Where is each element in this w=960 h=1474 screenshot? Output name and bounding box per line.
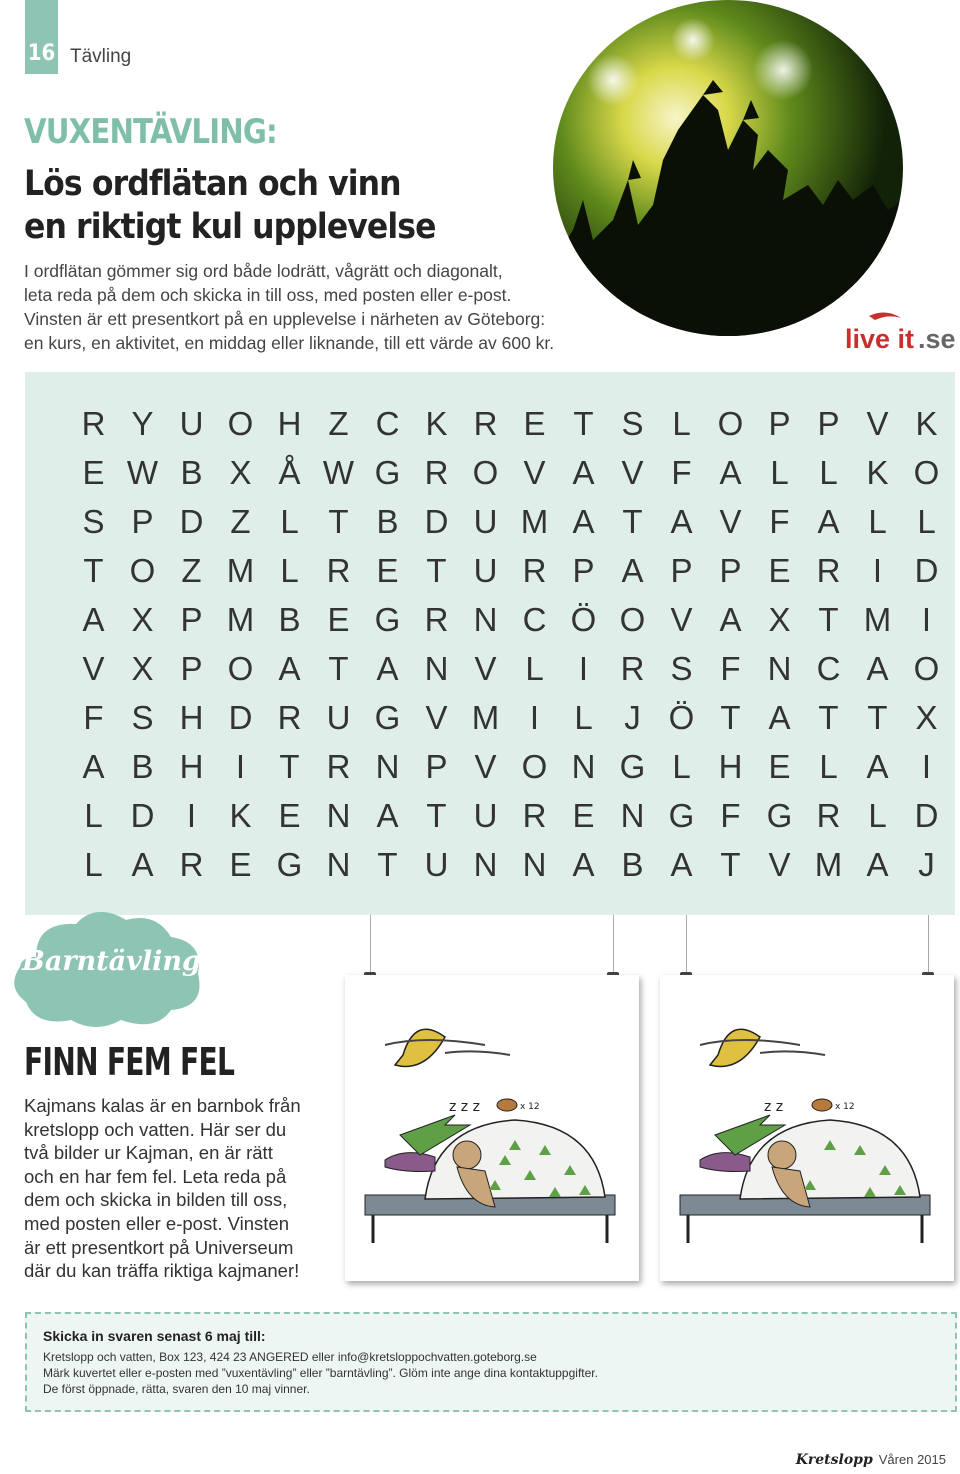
submission-title: Skicka in svaren senast 6 maj till: — [43, 1328, 266, 1344]
grid-letter: P — [131, 503, 154, 540]
intro-line-1: I ordflätan gömmer sig ord både lodrätt, vågrätt och diagonalt, — [24, 261, 503, 281]
logo-suffix: .se — [918, 324, 956, 354]
submission-box — [25, 1312, 957, 1412]
grid-letter: R — [620, 650, 645, 687]
submission-line-2: Märk kuvertet eller e-posten med ”vuxentävling” eller ”barntävling”. Glöm inte ange dina kontaktuppgifter. — [43, 1366, 598, 1380]
grid-letter: A — [376, 797, 399, 834]
grid-letter: I — [529, 699, 540, 736]
grid-letter: S — [131, 699, 154, 736]
grid-letter: R — [424, 454, 449, 491]
grid-letter: G — [766, 797, 793, 834]
footer-issue: Våren 2015 — [878, 1452, 946, 1467]
grid-letter: J — [918, 846, 935, 883]
grid-letter: D — [228, 699, 253, 736]
submission-line-3: De först öppnade, rätta, svaren den 10 maj vinner. — [43, 1382, 310, 1396]
grid-letter: X — [768, 601, 791, 638]
kids-line-8: där du kan träffa riktiga kajmaner! — [24, 1260, 300, 1282]
adult-headline — [24, 163, 584, 249]
grid-letter: R — [522, 552, 547, 589]
grid-letter: J — [624, 699, 641, 736]
kids-line-5: dem och skicka in bilden till oss, — [24, 1189, 288, 1211]
kids-line-1: Kajmans kalas är en barnbok från — [24, 1095, 301, 1116]
grid-letter: M — [226, 601, 255, 638]
grid-letter: L — [84, 797, 103, 834]
grid-letter: R — [522, 797, 547, 834]
grid-letter: A — [572, 454, 595, 491]
grid-letter: R — [81, 405, 106, 442]
grid-letter: S — [670, 650, 693, 687]
hanging-string — [613, 915, 614, 977]
grid-letter: N — [473, 601, 498, 638]
grid-letter: D — [914, 797, 939, 834]
word-search-panel — [25, 372, 955, 915]
grid-letter: F — [720, 650, 741, 687]
grid-letter: L — [868, 503, 887, 540]
poster-label: x 12 — [520, 1102, 540, 1112]
grid-letter: Å — [278, 454, 301, 491]
grid-letter: A — [719, 601, 742, 638]
grid-letter: T — [720, 699, 741, 736]
grid-letter: L — [84, 846, 103, 883]
grid-letter: T — [426, 552, 447, 589]
grid-letter: L — [819, 454, 838, 491]
grid-letter: R — [277, 699, 302, 736]
grid-letter: S — [82, 503, 105, 540]
grid-letter: K — [866, 454, 889, 491]
grid-letter: E — [768, 748, 791, 785]
grid-letter: L — [280, 552, 299, 589]
grid-letter: Z — [181, 552, 202, 589]
section-label: Tävling — [70, 46, 132, 67]
grid-letter: L — [525, 650, 544, 687]
grid-letter: V — [719, 503, 742, 540]
grid-row — [69, 502, 951, 542]
grid-letter: A — [817, 503, 840, 540]
kids-badge-text: Barntävling! — [22, 946, 213, 977]
grid-letter: R — [179, 846, 204, 883]
kids-line-7: är ett presentkort på Universeum — [24, 1236, 294, 1258]
intro-line-4: en kurs, en aktivitet, en middag eller liknande, till ett värde av 600 kr. — [24, 333, 555, 353]
kids-title: FINN FEM FEL — [24, 1040, 235, 1084]
grid-letter: M — [863, 601, 892, 638]
grid-letter: A — [376, 650, 399, 687]
footer-brand: Kretslopp — [795, 1452, 873, 1468]
grid-letter: A — [866, 650, 889, 687]
grid-letter: X — [131, 601, 154, 638]
grid-letter: A — [866, 846, 889, 883]
grid-letter: W — [322, 454, 355, 491]
grid-letter: B — [376, 503, 399, 540]
headline-line-2: en riktigt kul upplevelse — [24, 207, 436, 247]
grid-row — [69, 698, 951, 738]
footer — [796, 1452, 946, 1468]
grid-letter: N — [326, 846, 351, 883]
grid-letter: U — [473, 552, 498, 589]
grid-letter: A — [572, 846, 595, 883]
grid-letter: V — [425, 699, 448, 736]
grid-letter: Z — [328, 405, 349, 442]
grid-letter: U — [424, 846, 449, 883]
grid-letter: L — [819, 748, 838, 785]
kids-line-6: med posten eller e-post. Vinsten — [24, 1212, 289, 1234]
grid-letter: P — [180, 650, 203, 687]
grid-letter: A — [768, 699, 791, 736]
grid-letter: B — [180, 454, 203, 491]
grid-letter: V — [82, 650, 105, 687]
intro-line-3: Vinsten är ett presentkort på en upplevelse i närheten av Göteborg: — [24, 309, 546, 329]
grid-letter: O — [227, 650, 254, 687]
grid-letter: N — [473, 846, 498, 883]
grid-letter: R — [816, 552, 841, 589]
grid-letter: A — [572, 503, 595, 540]
grid-letter: C — [522, 601, 547, 638]
grid-letter: C — [375, 405, 400, 442]
grid-letter: L — [917, 503, 936, 540]
grid-letter: R — [326, 748, 351, 785]
grid-row — [69, 747, 951, 787]
grid-letter: H — [179, 699, 204, 736]
grid-letter: G — [374, 699, 401, 736]
grid-letter: H — [718, 748, 743, 785]
grid-letter: P — [817, 405, 840, 442]
grid-letter: G — [374, 601, 401, 638]
grid-letter: K — [915, 405, 938, 442]
grid-letter: D — [424, 503, 449, 540]
intro-line-2: leta reda på dem och skicka in till oss, med posten eller e-post. — [24, 285, 512, 305]
grid-letter: H — [277, 405, 302, 442]
poster-with-errors — [660, 975, 954, 1281]
poster-label: x 12 — [835, 1102, 855, 1112]
grid-letter: R — [816, 797, 841, 834]
grid-letter: T — [622, 503, 643, 540]
grid-letter: O — [717, 405, 744, 442]
grid-letter: V — [621, 454, 644, 491]
hanging-string — [370, 915, 371, 977]
grid-letter: M — [520, 503, 549, 540]
grid-row — [69, 404, 951, 444]
grid-letter: U — [473, 503, 498, 540]
grid-letter: N — [571, 748, 596, 785]
grid-letter: E — [82, 454, 105, 491]
grid-letter: E — [768, 552, 791, 589]
grid-letter: M — [471, 699, 500, 736]
grid-letter: X — [131, 650, 154, 687]
grid-letter: V — [768, 846, 791, 883]
grid-letter: A — [131, 846, 154, 883]
grid-letter: T — [720, 846, 741, 883]
submission-line-1: Kretslopp och vatten, Box 123, 424 23 ANGERED eller info@kretsloppochvatten.goteborg.se — [43, 1350, 537, 1364]
grid-letter: L — [868, 797, 887, 834]
grid-letter: E — [278, 797, 301, 834]
grid-letter: T — [573, 405, 594, 442]
grid-letter: D — [914, 552, 939, 589]
kids-body — [24, 1094, 324, 1283]
grid-letter: U — [473, 797, 498, 834]
grid-letter: F — [720, 797, 741, 834]
grid-letter: P — [768, 405, 791, 442]
grid-letter: O — [521, 748, 548, 785]
grid-letter: X — [915, 699, 938, 736]
grid-letter: Y — [131, 405, 154, 442]
headline-line-1: Lös ordflätan och vinn — [24, 164, 401, 204]
grid-letter: I — [235, 748, 246, 785]
grid-letter: T — [867, 699, 888, 736]
kids-line-4: och en har fem fel. Leta reda på — [24, 1165, 287, 1187]
grid-letter: N — [620, 797, 645, 834]
adult-intro — [24, 259, 624, 355]
grid-letter: B — [278, 601, 301, 638]
grid-letter: L — [770, 454, 789, 491]
concert-photo — [553, 0, 903, 336]
grid-letter: T — [426, 797, 447, 834]
grid-letter: I — [578, 650, 589, 687]
grid-letter: L — [672, 748, 691, 785]
grid-letter: D — [130, 797, 155, 834]
grid-letter: Ö — [570, 601, 597, 638]
grid-letter: A — [670, 503, 693, 540]
grid-letter: W — [126, 454, 159, 491]
grid-letter: E — [572, 797, 595, 834]
grid-row — [69, 796, 951, 836]
grid-letter: V — [866, 405, 889, 442]
page-number-tab — [25, 0, 58, 74]
grid-letter: O — [472, 454, 499, 491]
grid-letter: A — [866, 748, 889, 785]
grid-letter: T — [377, 846, 398, 883]
grid-letter: V — [474, 650, 497, 687]
grid-letter: A — [82, 601, 105, 638]
adult-kicker: VUXENTÄVLING: — [24, 112, 277, 152]
grid-letter: F — [671, 454, 692, 491]
grid-letter: O — [129, 552, 156, 589]
hanging-string — [928, 915, 929, 977]
grid-letter: O — [913, 650, 940, 687]
grid-letter: I — [921, 601, 932, 638]
poster-original — [345, 975, 639, 1281]
grid-letter: O — [227, 405, 254, 442]
page-number: 16 — [27, 41, 56, 66]
grid-row — [69, 453, 951, 493]
grid-letter: I — [186, 797, 197, 834]
svg-text:z z z: z z z — [449, 1099, 480, 1115]
grid-letter: U — [326, 699, 351, 736]
grid-letter: A — [278, 650, 301, 687]
grid-letter: M — [226, 552, 255, 589]
grid-letter: P — [180, 601, 203, 638]
live-it-logo — [845, 306, 957, 354]
grid-letter: E — [376, 552, 399, 589]
kids-line-2: kretslopp och vatten. Här ser du — [24, 1118, 287, 1140]
grid-letter: A — [621, 552, 644, 589]
grid-letter: G — [619, 748, 646, 785]
grid-letter: D — [179, 503, 204, 540]
svg-text:z z: z z — [764, 1099, 784, 1115]
grid-letter: T — [328, 650, 349, 687]
grid-letter: R — [424, 601, 449, 638]
grid-letter: P — [670, 552, 693, 589]
grid-letter: N — [424, 650, 449, 687]
grid-letter: P — [425, 748, 448, 785]
grid-letter: L — [574, 699, 593, 736]
grid-letter: H — [179, 748, 204, 785]
grid-letter: G — [668, 797, 695, 834]
grid-row — [69, 649, 951, 689]
grid-letter: B — [131, 748, 154, 785]
grid-letter: A — [82, 748, 105, 785]
grid-row — [69, 845, 951, 885]
grid-letter: T — [818, 601, 839, 638]
grid-letter: S — [621, 405, 644, 442]
logo-text: live it — [845, 324, 915, 354]
hanging-string — [686, 915, 687, 977]
grid-letter: L — [280, 503, 299, 540]
grid-letter: I — [872, 552, 883, 589]
grid-letter: V — [474, 748, 497, 785]
grid-letter: N — [375, 748, 400, 785]
grid-letter: E — [523, 405, 546, 442]
grid-letter: E — [229, 846, 252, 883]
grid-letter: P — [719, 552, 742, 589]
grid-letter: R — [326, 552, 351, 589]
grid-letter: N — [767, 650, 792, 687]
grid-letter: U — [179, 405, 204, 442]
grid-letter: V — [523, 454, 546, 491]
grid-letter: Ö — [668, 699, 695, 736]
grid-letter: B — [621, 846, 644, 883]
grid-letter: G — [374, 454, 401, 491]
grid-row — [69, 600, 951, 640]
grid-letter: M — [814, 846, 843, 883]
grid-letter: O — [913, 454, 940, 491]
grid-letter: N — [522, 846, 547, 883]
grid-letter: R — [473, 405, 498, 442]
grid-letter: A — [670, 846, 693, 883]
grid-letter: F — [83, 699, 104, 736]
grid-letter: K — [425, 405, 448, 442]
grid-letter: X — [229, 454, 252, 491]
grid-letter: Z — [230, 503, 251, 540]
grid-letter: T — [328, 503, 349, 540]
grid-row — [69, 551, 951, 591]
grid-letter: V — [670, 601, 693, 638]
grid-letter: K — [229, 797, 252, 834]
grid-letter: F — [769, 503, 790, 540]
grid-letter: L — [672, 405, 691, 442]
grid-letter: C — [816, 650, 841, 687]
grid-letter: P — [572, 552, 595, 589]
grid-letter: I — [921, 748, 932, 785]
grid-letter: O — [619, 601, 646, 638]
grid-letter: A — [719, 454, 742, 491]
kids-line-3: två bilder ur Kajman, en är rätt — [24, 1142, 273, 1164]
grid-letter: T — [83, 552, 104, 589]
grid-letter: G — [276, 846, 303, 883]
grid-letter: T — [818, 699, 839, 736]
grid-letter: E — [327, 601, 350, 638]
grid-letter: N — [326, 797, 351, 834]
grid-letter: T — [279, 748, 300, 785]
